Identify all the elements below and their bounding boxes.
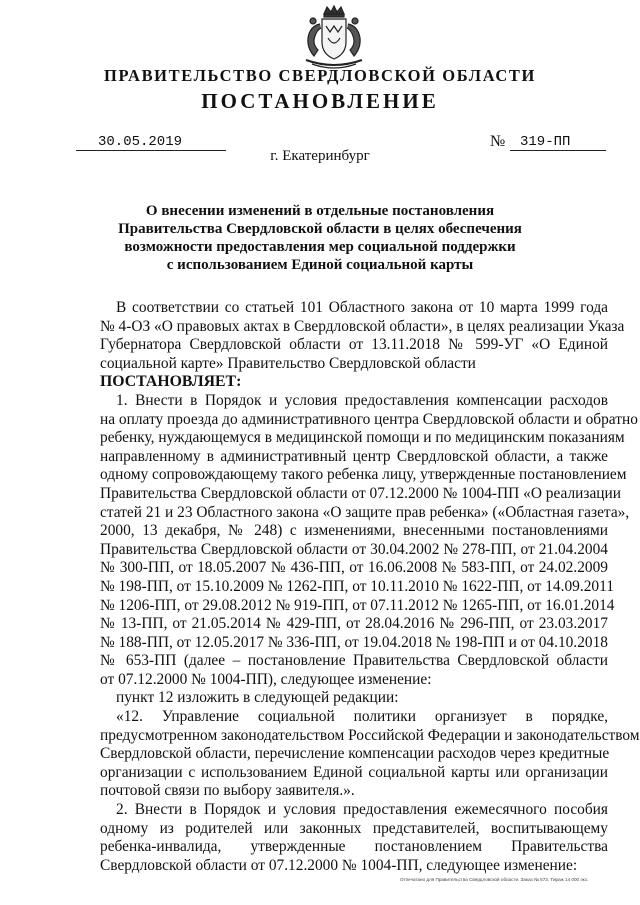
- body-line: № 188-ПП, от 12.05.2017 № 336-ПП, от 19.04.2018 № 198-ПП и от 04.10.2018: [100, 633, 608, 651]
- body-line: № 198-ПП, от 15.10.2009 № 1262-ПП, от 10.11.2010 № 1622-ПП, от 14.09.2011: [100, 577, 614, 595]
- body-line: № 1206-ПП, от 29.08.2012 № 919-ПП, от 07.11.2012 № 1265-ПП, от 16.01.2014: [100, 596, 615, 614]
- resolution-keyword: ПОСТАНОВЛЯЕТ:: [100, 373, 242, 391]
- body-line: № 13-ПП, от 21.05.2014 № 429-ПП, от 28.04.2016 № 296-ПП, от 23.03.2017: [100, 615, 608, 633]
- body-line: Губернатора Свердловской области от 13.11.2018 № 599-УГ «О Единой: [100, 336, 608, 354]
- city-name: г. Екатеринбург: [270, 148, 370, 164]
- decree-date: 30.05.2019: [98, 134, 183, 150]
- body-line: социальной карте» Правительство Свердловской области: [100, 354, 476, 372]
- body-line: Свердловской области, перечисление компенсации расходов через кредитные: [100, 745, 610, 763]
- body-line: одному из родителей или законных представителей, воспитывающему: [100, 819, 608, 837]
- title-line: с использованием Единой социальной карты: [166, 257, 474, 273]
- title-line: Правительства Свердловской области в целях обеспечения: [118, 221, 522, 237]
- print-footer: Отпечатано для Правительства Свердловской области. Заказ № 573. Тираж 14 000 экз.: [400, 877, 589, 882]
- coat-of-arms-emblem: [298, 4, 370, 70]
- title-line: О внесении изменений в отдельные постановления: [145, 203, 495, 219]
- body-line: Свердловской области от 07.12.2000 № 1004-ПП, следующее изменение:: [100, 856, 578, 874]
- decree-number: 319-ПП: [520, 134, 571, 150]
- body-line: «12. Управление социальной политики организует в порядке,: [116, 708, 608, 726]
- document-body: [100, 299, 640, 875]
- body-line: № 300-ПП, от 18.05.2007 № 436-ПП, от 16.06.2008 № 583-ПП, от 24.02.2009: [100, 559, 608, 577]
- body-line: В соответствии со статьей 101 Областного закона от 10 марта 1999 года: [116, 299, 608, 316]
- body-line: Правительства Свердловской области от 30.04.2002 № 278-ПП, от 21.04.2004: [100, 540, 608, 558]
- body-line: почтовой связи по выбору заявителя.».: [100, 782, 355, 800]
- body-line: одному сопровождающему такого ребенка лицу, утвержденные постановлением: [100, 466, 627, 484]
- body-line: на оплату проезда до административного центра Свердловской области и обратно: [100, 410, 638, 428]
- body-line: организации с использованием Единой социальной карты или организации: [100, 763, 608, 781]
- number-sign: №: [490, 133, 506, 150]
- body-line: 1. Внести в Порядок и условия предоставления компенсации расходов: [116, 391, 608, 409]
- document-title: [0, 202, 640, 274]
- body-line: 2. Внести в Порядок и условия предоставления ежемесячного пособия: [116, 801, 608, 819]
- body-line: от 07.12.2000 № 1004-ПП), следующее изменение:: [100, 670, 432, 688]
- body-line: пункт 12 изложить в следующей редакции:: [116, 689, 399, 707]
- body-line: Правительства Свердловской области от 07.12.2000 № 1004-ПП «О реализации: [100, 484, 622, 502]
- body-line: № 4-ОЗ «О правовых актах в Свердловской области», в целях реализации Указа: [100, 317, 625, 335]
- body-line: направленному в административный центр Свердловской области, а также: [100, 447, 608, 465]
- body-line: предусмотренном законодательством Российской Федерации и законодательством: [100, 726, 640, 744]
- body-line: 2000, 13 декабря, № 248) с изменениями, внесенными постановлениями: [100, 522, 608, 540]
- body-line: ребенка-инвалида, утвержденные постановлением Правительства: [100, 838, 608, 856]
- body-line: № 653-ПП (далее – постановление Правительства Свердловской области: [100, 652, 608, 670]
- body-line: ребенку, нуждающемуся в медицинской помощи и по медицинским показаниям: [100, 429, 625, 447]
- body-line: статей 21 и 23 Областного закона «О защите прав ребенка» («Областная газета»,: [100, 503, 630, 521]
- document-type: ПОСТАНОВЛЕНИЕ: [201, 89, 439, 113]
- title-line: возможности предоставления мер социальной поддержки: [124, 239, 516, 255]
- government-name: ПРАВИТЕЛЬСТВО СВЕРДЛОВСКОЙ ОБЛАСТИ: [104, 66, 536, 85]
